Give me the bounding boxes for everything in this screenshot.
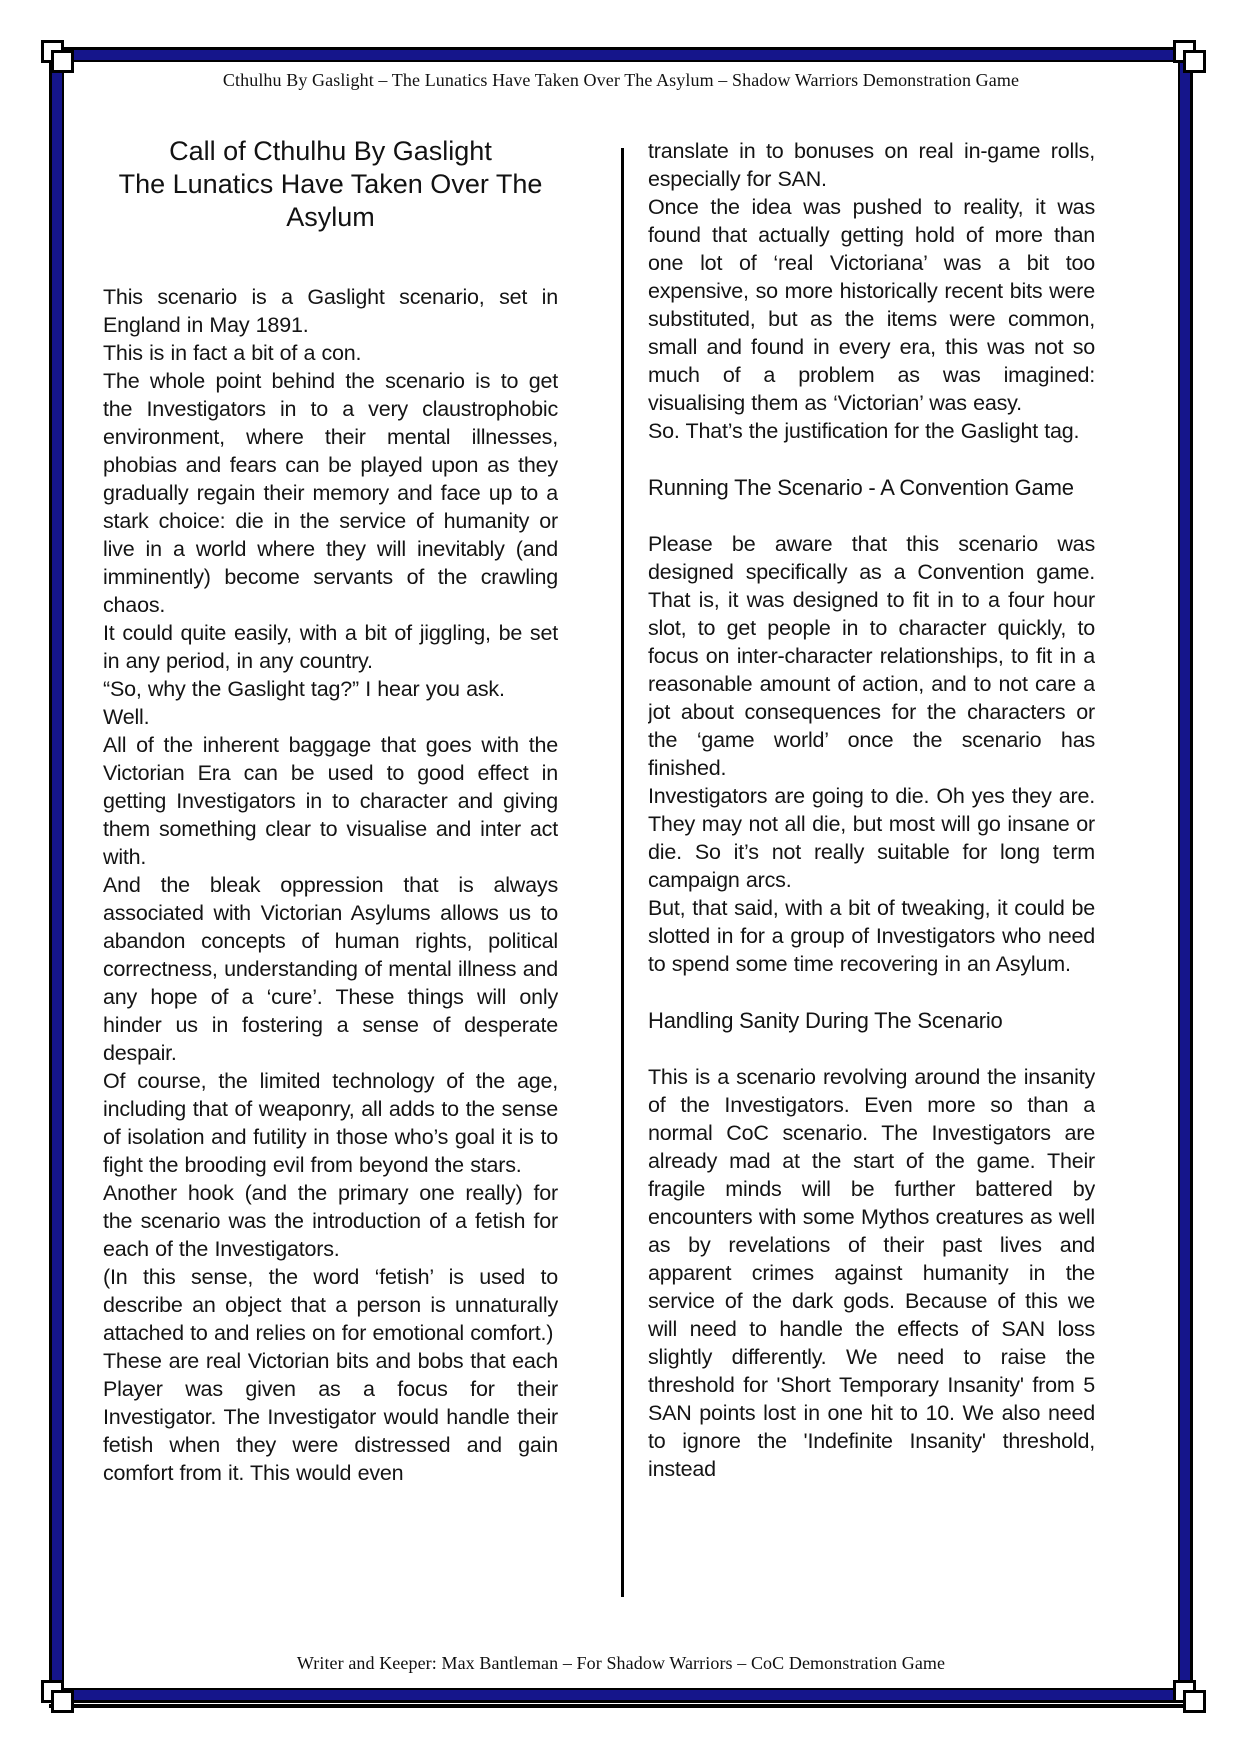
paragraph: The whole point behind the scenario is to get the Investigators in to a very claustrophobic environment, where their mental illnesses, phobias and fears can be played upon as they gradually regain their memory and face up to a stark choice: die in the service of humanity or live in a world where they will inevitably (and imminently) become servants of the crawling chaos. bbox=[103, 369, 558, 617]
paragraph: (In this sense, the word ‘fetish’ is used to describe an object that a person is unnaturally attached to and relies on for emotional comfort.) bbox=[103, 1265, 558, 1345]
paragraph: Please be aware that this scenario was designed specifically as a Convention game. That is, it was designed to fit in to a four hour slot, to get people in to character quickly, to focus on inter-character relationships, to fit in a reasonable amount of action, and to not care a jot about consequences for the characters or the ‘game world’ once the scenario has finished. bbox=[648, 532, 1095, 780]
left-column bbox=[103, 135, 558, 1595]
paragraph: Of course, the limited technology of the age, including that of weaponry, all adds to the sense of isolation and futility in those who’s goal it is to fight the brooding evil from beyond the stars. bbox=[103, 1069, 558, 1177]
paragraph: But, that said, with a bit of tweaking, it could be slotted in for a group of Investigators who need to spend some time recovering in an Asylum. bbox=[648, 896, 1095, 976]
paragraph: translate in to bonuses on real in-game rolls, especially for SAN. bbox=[648, 139, 1095, 191]
section-heading: Running The Scenario - A Convention Game bbox=[648, 475, 1074, 500]
paragraph: This is a scenario revolving around the insanity of the Investigators. Even more so than a normal CoC scenario. The Investigators are already mad at the start of the game. Their fragile minds will be further battered by encounters with some Mythos creatures as well as by revelations of their past lives and apparent crimes against humanity in the service of the dark gods. Because of this we will need to handle the effects of SAN loss slightly differently. We need to raise the threshold for 'Short Temporary Insanity' from 5 SAN points lost in one hit to 10. We also need to ignore the 'Indefinite Insanity' threshold, instead bbox=[648, 1065, 1095, 1481]
page-subtitle: The Lunatics Have Taken Over The Asylum bbox=[118, 169, 543, 232]
ornament-square bbox=[1183, 1690, 1206, 1713]
paragraph: It could quite easily, with a bit of jiggling, be set in any period, in any country. bbox=[103, 621, 558, 673]
paragraph: This scenario is a Gaslight scenario, set in England in May 1891. bbox=[103, 285, 558, 337]
paragraph: “So, why the Gaslight tag?” I hear you ask. bbox=[103, 677, 505, 701]
page-header: Cthulhu By Gaslight – The Lunatics Have Taken Over The Asylum – Shadow Warriors Demonstration Game bbox=[222, 70, 1020, 90]
right-column-text bbox=[648, 137, 1095, 1483]
paragraph: Investigators are going to die. Oh yes they are. They may not all die, but most will go insane or die. So it’s not really suitable for long term campaign arcs. bbox=[648, 784, 1095, 892]
section-heading: Handling Sanity During The Scenario bbox=[648, 1008, 1003, 1033]
page-title-block bbox=[103, 135, 558, 234]
right-column bbox=[648, 137, 1095, 1607]
ornament-square bbox=[1183, 50, 1206, 73]
paragraph: Another hook (and the primary one really) for the scenario was the introduction of a fetish for each of the Investigators. bbox=[103, 1181, 558, 1261]
paragraph: Well. bbox=[103, 705, 150, 729]
paragraph: All of the inherent baggage that goes with the Victorian Era can be used to good effect in getting Investigators in to character and giving them something clear to visualise and inter act with. bbox=[103, 733, 558, 869]
paragraph: This is in fact a bit of a con. bbox=[103, 341, 362, 365]
ornament-square bbox=[51, 1690, 74, 1713]
column-divider bbox=[621, 148, 624, 1597]
paragraph: Once the idea was pushed to reality, it was found that actually getting hold of more than one lot of ‘real Victoriana’ was a bit too expensive, so more historically recent bits were substituted, but as the items were common, small and found in every era, this was not so much of a problem as was imagined: visualising them as ‘Victorian’ was easy. bbox=[648, 195, 1095, 415]
bottom-rule bbox=[49, 1704, 1193, 1708]
page-title: Call of Cthulhu By Gaslight bbox=[169, 136, 492, 166]
paragraph: And the bleak oppression that is always associated with Victorian Asylums allows us to abandon concepts of human rights, political correctness, understanding of mental illness and any hope of a ‘cure’. These things will only hinder us in fostering a sense of desperate despair. bbox=[103, 873, 558, 1065]
paragraph: These are real Victorian bits and bobs that each Player was given as a focus for their Investigator. The Investigator would handle their fetish when they were distressed and gain comfort from it. This would even bbox=[103, 1349, 558, 1485]
left-column-text bbox=[103, 283, 558, 1487]
page-footer: Writer and Keeper: Max Bantleman – For Shadow Warriors – CoC Demonstration Game bbox=[296, 1653, 946, 1673]
paragraph: So. That’s the justification for the Gaslight tag. bbox=[648, 419, 1080, 443]
